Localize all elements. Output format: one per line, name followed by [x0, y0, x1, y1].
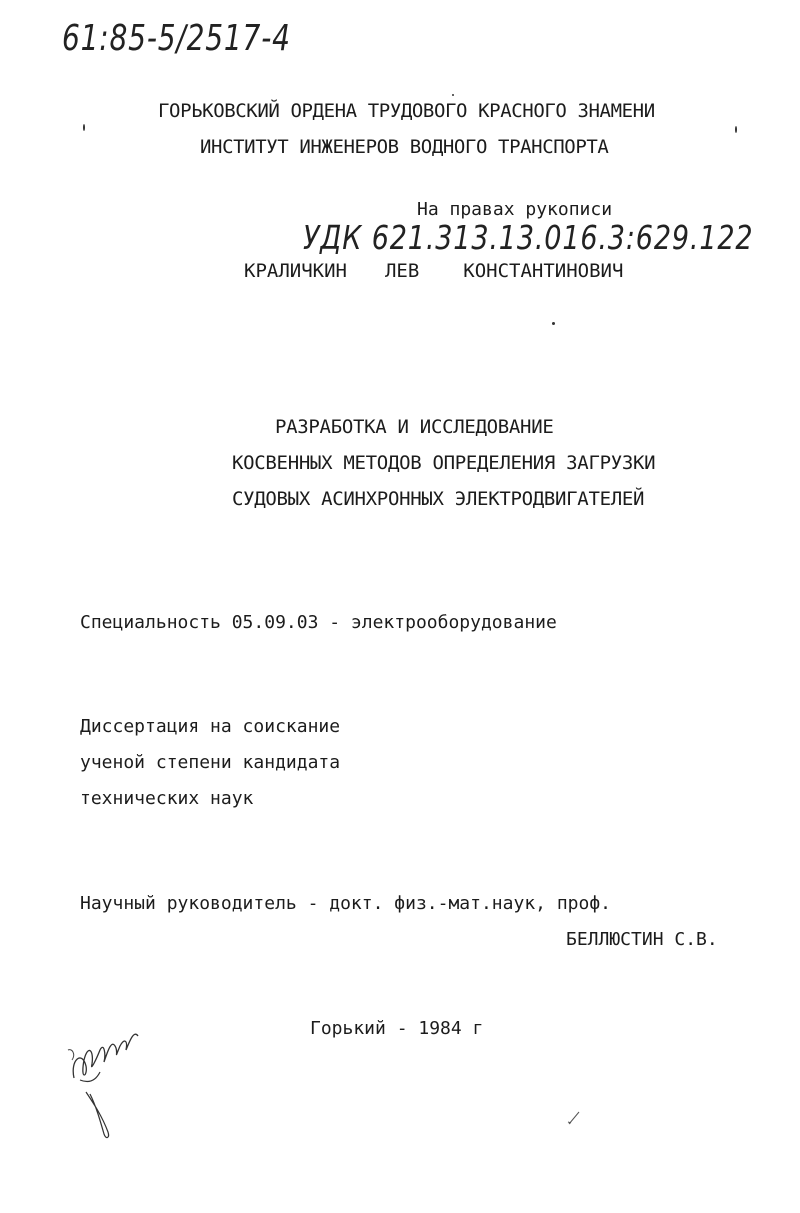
dissertation-line-3: технических наук: [80, 788, 254, 809]
specialty-line: Специальность 05.09.03 - электрооборудование: [80, 612, 557, 633]
author-name: [244, 260, 623, 282]
city-and-year: Горький - 1984 г: [310, 1018, 484, 1039]
institution-line-1: ГОРЬКОВСКИЙ ОРДЕНА ТРУДОВОГО КРАСНОГО ЗНАМЕНИ: [158, 100, 655, 122]
dissertation-line-1: Диссертация на соискание: [80, 716, 341, 737]
author-first-name: ЛЕВ: [384, 260, 420, 282]
archive-number: 61:85-5/2517-4: [62, 18, 291, 59]
advisor-line-2: БЕЛЛЮСТИН С.В.: [566, 929, 718, 950]
title-line-1: РАЗРАБОТКА И ИССЛЕДОВАНИЕ: [275, 416, 554, 438]
scan-speck: [452, 94, 454, 96]
scan-speck: [83, 124, 85, 131]
author-patronymic: КОНСТАНТИНОВИЧ: [463, 260, 624, 282]
institution-line-2: ИНСТИТУТ ИНЖЕНЕРОВ ВОДНОГО ТРАНСПОРТА: [200, 136, 609, 158]
author-surname: КРАЛИЧКИН: [244, 260, 347, 282]
scan-speck: [552, 322, 555, 325]
title-line-3: СУДОВЫХ АСИНХРОННЫХ ЭЛЕКТРОДВИГАТЕЛЕЙ: [232, 488, 645, 510]
title-line-2: КОСВЕННЫХ МЕТОДОВ ОПРЕДЕЛЕНИЯ ЗАГРУЗКИ: [232, 452, 656, 474]
scan-speck: [735, 126, 737, 133]
udk-code: УДК 621.313.13.016.3:629.122: [303, 218, 754, 257]
manuscript-rights-note: На правах рукописи: [417, 199, 613, 220]
advisor-line-1: Научный руководитель - докт. физ.-мат.наук, проф.: [80, 893, 612, 914]
dissertation-line-2: ученой степени кандидата: [80, 752, 341, 773]
signature-icon: [60, 1020, 150, 1150]
pencil-mark-icon: [565, 1108, 585, 1128]
